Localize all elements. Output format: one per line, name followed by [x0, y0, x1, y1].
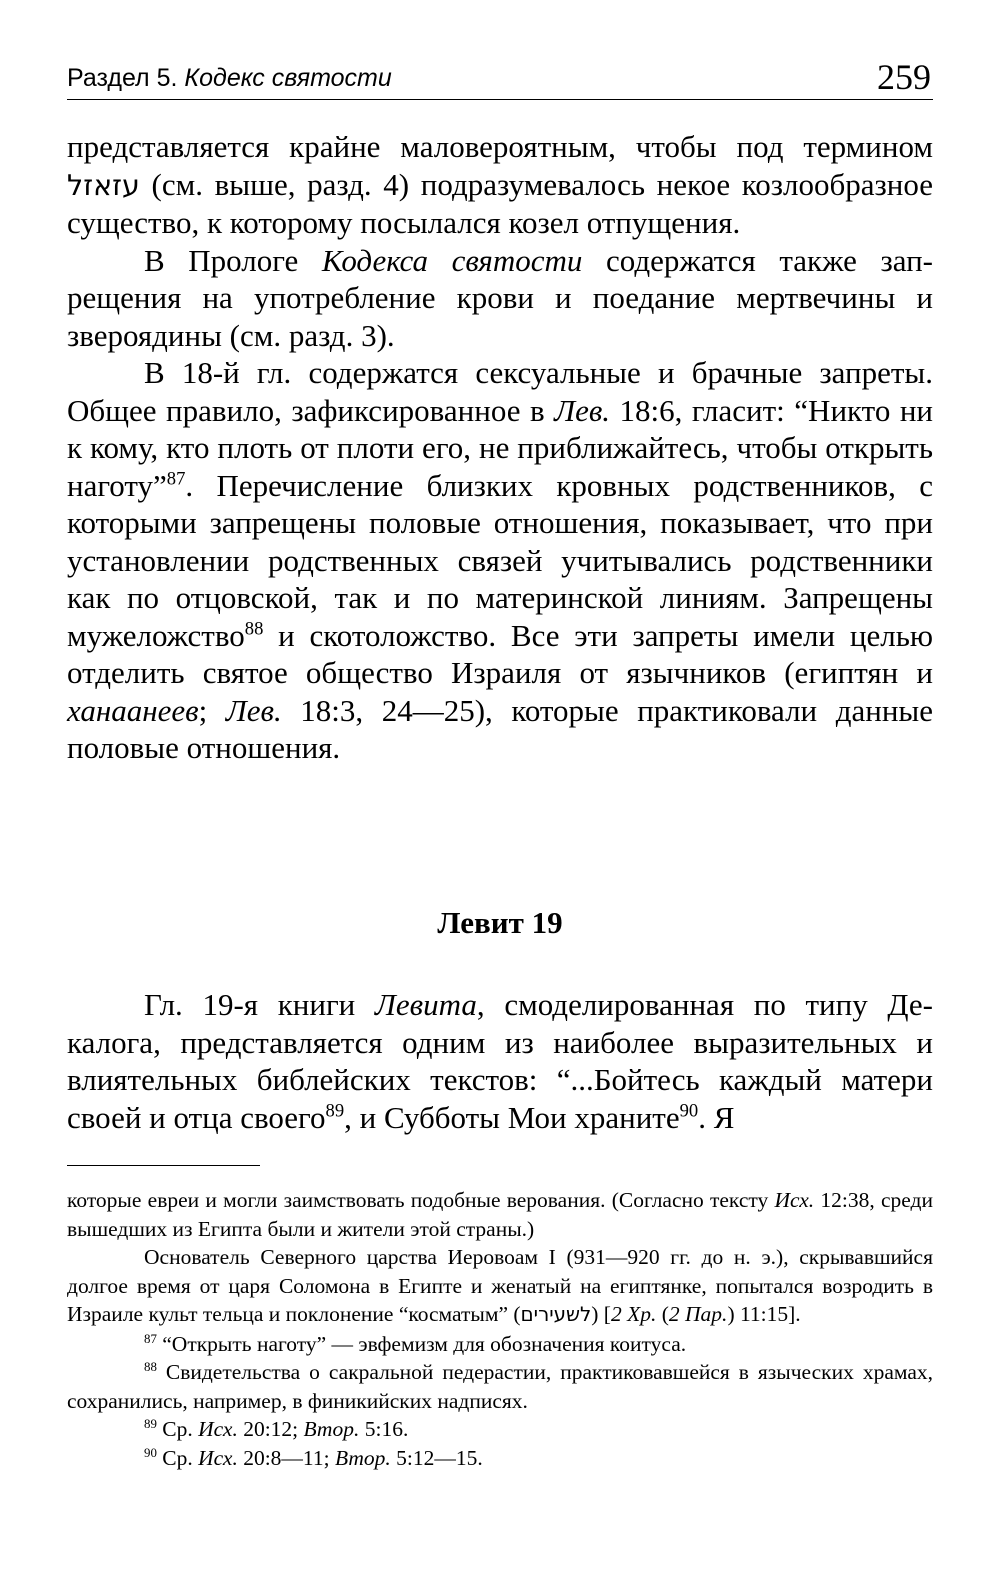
- running-head: [67, 56, 933, 100]
- footnote-continuation-1: [67, 1186, 933, 1243]
- section-text: [67, 986, 933, 1136]
- running-head-title: [67, 64, 392, 93]
- text-run: ) 11:15].: [727, 1302, 801, 1326]
- text-run: Ср.: [156, 1445, 199, 1470]
- hebrew-term: לשעירים: [520, 1303, 592, 1326]
- italic-run: 2 Пар.: [668, 1302, 728, 1326]
- italic-run: Лев.: [225, 692, 282, 728]
- text-run: 20:8—11;: [237, 1445, 335, 1470]
- footnote-number: 88: [144, 1359, 157, 1374]
- text-run: 5:12—15.: [390, 1445, 483, 1470]
- page-number: 259: [877, 57, 931, 97]
- section-label: Раздел 5.: [67, 64, 178, 92]
- italic-run: Кодекса святости: [321, 242, 583, 278]
- paragraph-2: [67, 242, 933, 355]
- italic-run: Исх.: [198, 1417, 238, 1441]
- italic-run: Лев.: [554, 392, 611, 428]
- italic-run: 2 Хр.: [610, 1302, 657, 1326]
- text-run: , и Субботы Мои храните: [344, 1099, 680, 1135]
- text-run: содержатся также запрещения на употребление крови и поедание мертвечины и звероядины (см. разд. 3).: [67, 242, 933, 353]
- main-text: [67, 128, 933, 767]
- footnote-number: 87: [144, 1331, 157, 1346]
- paragraph-1: [67, 128, 933, 242]
- text-run: 12:38, среди вышедших из Египта были и жители этой страны.): [67, 1188, 933, 1241]
- section-heading: Левит 19: [437, 905, 563, 940]
- paragraph-4: [67, 986, 933, 1136]
- paragraph-3: [67, 354, 933, 767]
- text-run: представляется крайне маловероятным, чтобы под термином: [67, 129, 933, 164]
- text-run: 5:16.: [359, 1417, 409, 1441]
- text-run: В Прологе: [144, 242, 322, 278]
- italic-run: ханаанеев: [67, 692, 199, 728]
- italic-run: Втор.: [334, 1445, 391, 1470]
- text-run: и скотоложство. Все эти запреты имели целью отделить святое общество Израиля от язычников (египтян и: [67, 617, 933, 690]
- footnote-ref[interactable]: 89: [325, 1100, 345, 1122]
- footnote-89: [67, 1415, 933, 1444]
- text-run: В 18-й гл. содержатся сексуальные и брачные запреты. Общее правило, зафиксированное в: [67, 355, 933, 428]
- footnote-rule: [67, 1165, 260, 1166]
- text-run: Свидетельства о сакральной педерастии, практиковавшейся в языческих храмах, сохранились, например, в финикийских надписях.: [67, 1360, 933, 1413]
- italic-run: Втор.: [303, 1417, 360, 1441]
- footnote-87: [67, 1330, 933, 1359]
- text-run: “Открыть наготу” — эвфемизм для обозначения коитуса.: [156, 1331, 687, 1356]
- footnote-88: [67, 1358, 933, 1415]
- text-run: Гл. 19-я книги: [144, 987, 375, 1022]
- italic-run: Исх.: [774, 1188, 815, 1212]
- text-run: Ср.: [156, 1417, 199, 1441]
- text-run: которые евреи и могли заимствовать подобные верования. (Согласно тексту: [67, 1188, 775, 1212]
- footnote-ref[interactable]: 87: [166, 468, 186, 490]
- hebrew-term: עזאזל: [67, 168, 140, 202]
- text-run: Основатель Северного царства Иеровоам I (931—920 гг. до н. э.), скрывавшийся долгое время от царя Соломона в Египте и женатый на египтянке, попытался возродить в Израиле культ тельца и поклонение “косматым” (: [67, 1245, 933, 1326]
- text-run: ;: [198, 692, 226, 728]
- footnote-number: 89: [144, 1416, 157, 1431]
- text-run: , смоделированная по типу Декалога, представляется одним из наиболее выразительных и влиятельных библейских текстов: “...Бойтесь каждый матери своей и отца своего: [67, 987, 933, 1135]
- text-run: . Перечисление близких кровных родственников, с которыми запрещены половые отношения, показывает, что при установлении родственных связей учитывались родственники как по отцовской, так и по материнской линиям. Запрещены мужеложство: [67, 467, 933, 653]
- footnote-ref[interactable]: 88: [244, 618, 264, 640]
- text-run: 20:12;: [237, 1417, 304, 1441]
- text-run: ) [: [591, 1302, 611, 1326]
- footnote-90: [67, 1444, 933, 1473]
- italic-run: Исх.: [198, 1445, 238, 1470]
- header-rule: [67, 99, 933, 100]
- footnote-ref[interactable]: 90: [679, 1100, 699, 1122]
- text-run: (: [656, 1302, 669, 1326]
- text-run: (см. выше, разд. 4) подразумевалось некое козлообразное существо, к которому посылался козел отпущения.: [67, 166, 933, 240]
- footnotes: [67, 1186, 933, 1472]
- text-run: 18:3, 24—25), которые практиковали данные половые отношения.: [67, 692, 933, 765]
- italic-run: Левита: [374, 987, 477, 1022]
- text-run: . Я: [698, 1099, 735, 1135]
- footnote-continuation-2: [67, 1243, 933, 1330]
- footnote-number: 90: [144, 1445, 157, 1460]
- section-title: Кодекс святости: [184, 64, 392, 92]
- text-run: 18:6, гласит: “Никто ни к кому, кто плоть от плоти его, не приближайтесь, чтобы открыть наготу”: [67, 392, 933, 503]
